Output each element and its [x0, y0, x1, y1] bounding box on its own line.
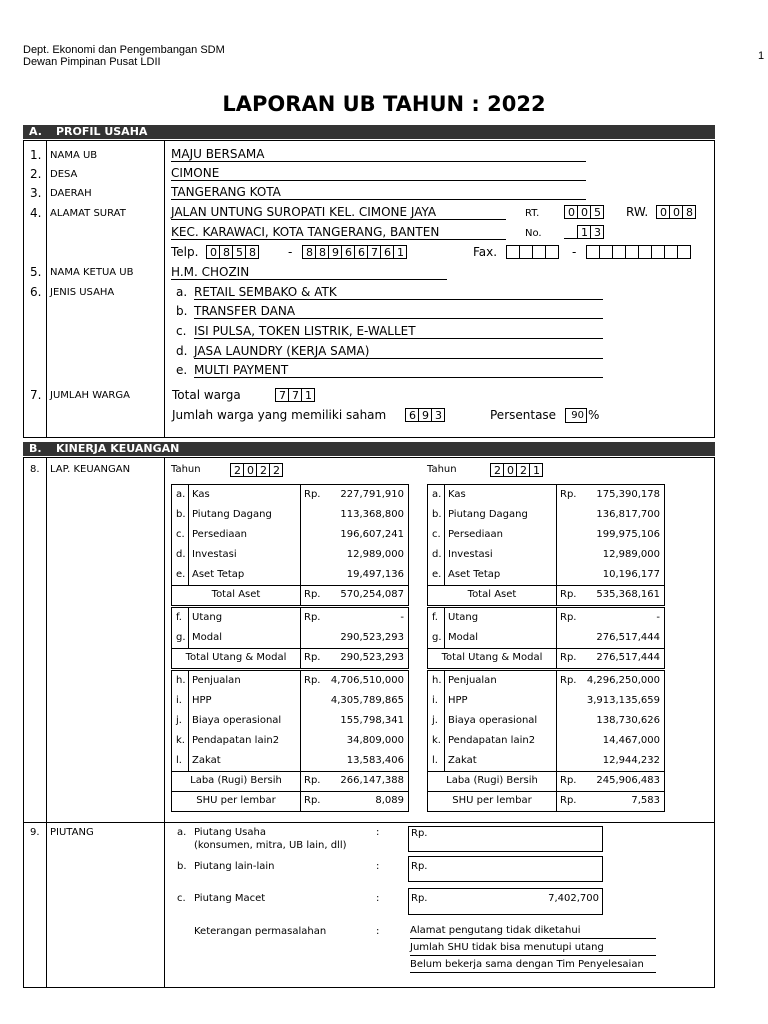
fin-row [172, 525, 408, 545]
row-6-number: 6. [30, 285, 42, 299]
telp-dash: - [288, 245, 293, 259]
fax-dash: - [572, 245, 577, 259]
section-b-name: KINERJA KEUANGAN [56, 442, 180, 455]
fin-row-letter: k. [176, 735, 185, 746]
fin-row-name: Persediaan [192, 529, 248, 540]
persentase-unit: % [588, 408, 600, 422]
fin-row-value: 13,583,406 [346, 755, 404, 766]
section-a-divider-2 [164, 140, 165, 438]
fin-row-value: 12,989,000 [346, 549, 404, 560]
year-digit: 0 [243, 463, 257, 477]
saham-digit [392, 408, 406, 422]
fin-row [172, 485, 408, 505]
fin-row-letter: a. [176, 489, 186, 500]
keterangan-label: Keterangan permasalahan [194, 926, 327, 937]
fin-row-letter: d. [176, 549, 186, 560]
alamat-line-1: JALAN UNTUNG SUROPATI KEL. CIMONE JAYA [171, 205, 506, 220]
fax-digit [651, 245, 665, 259]
ketua-value: H.M. CHOZIN [171, 265, 447, 280]
fin-row [172, 608, 408, 628]
no-digit: 1 [577, 225, 591, 239]
rt-digit: 0 [564, 205, 578, 219]
fin-row [428, 608, 664, 628]
piutang-usaha-label: Piutang Usaha [194, 827, 266, 838]
row-3-number: 3. [30, 186, 42, 200]
fax-digit [638, 245, 652, 259]
no-label: No. [525, 228, 542, 239]
fin-row-name: Persediaan [448, 529, 504, 540]
total-warga-label: Total warga [172, 388, 241, 402]
section-a-code: A. [29, 125, 42, 138]
desa-label: DESA [50, 169, 78, 180]
row-1-number: 1. [30, 148, 42, 162]
telp-part-1 [206, 245, 259, 259]
fin-total-name: Total Utang & Modal [441, 652, 543, 663]
fin-row [172, 545, 408, 565]
fin-total-value: 570,254,087 [340, 589, 404, 600]
fin-total-name: SHU per lembar [196, 795, 276, 806]
fin-total-row [172, 771, 408, 791]
fin-row-value: 10,196,177 [602, 569, 660, 580]
fin-total-value: 8,089 [375, 795, 404, 806]
daerah-label: DAERAH [50, 188, 92, 199]
fin-total-rp: Rp. [304, 652, 321, 663]
fin-row-letter: j. [432, 715, 438, 726]
fin-row [172, 711, 408, 731]
year-digit: 2 [269, 463, 283, 477]
fin-row [428, 671, 664, 691]
telp-digit: 6 [341, 245, 355, 259]
fin-row-name: Biaya operasional [448, 715, 538, 726]
fin-row-name: Aset Tetap [192, 569, 245, 580]
rt-digits [564, 205, 604, 219]
fin-row-name: Penjualan [192, 675, 241, 686]
fin-row-value: 138,730,626 [596, 715, 660, 726]
fin-row-value: 4,305,789,865 [330, 695, 404, 706]
fin-row-name: Kas [448, 489, 466, 500]
desa-value: CIMONE [171, 166, 586, 181]
saham-digit: 6 [405, 408, 419, 422]
saham-digit: 3 [431, 408, 445, 422]
persentase-label: Persentase [490, 408, 557, 422]
fin-row-name: Investasi [448, 549, 493, 560]
telp-digit: 8 [219, 245, 233, 259]
fin-row-value: 4,706,510,000 [330, 675, 404, 686]
fin-total-value: 276,517,444 [596, 652, 660, 663]
liabilities-table [427, 607, 665, 669]
fax-digit [586, 245, 600, 259]
fax-digit [612, 245, 626, 259]
fin-row-letter: c. [432, 529, 441, 540]
fin-row [428, 628, 664, 648]
fin-row-letter: l. [176, 755, 182, 766]
rp-label: Rp. [411, 828, 428, 839]
fax-digit [664, 245, 678, 259]
fin-row-rp: Rp. [304, 612, 321, 623]
fin-total-name: Total Aset [467, 589, 517, 600]
fin-row-letter: e. [432, 569, 442, 580]
fin-total-rp: Rp. [560, 652, 577, 663]
year-digits [230, 463, 283, 477]
row-5-number: 5. [30, 265, 42, 279]
fin-row-name: Utang [448, 612, 479, 623]
fin-row-value: 276,517,444 [596, 632, 660, 643]
fin-row-value: 199,975,106 [596, 529, 660, 540]
row-4-number: 4. [30, 206, 42, 220]
year-digit: 2 [516, 463, 530, 477]
telp-digit: 8 [302, 245, 316, 259]
row-8-number: 8. [30, 464, 40, 475]
fin-total-name: Total Aset [211, 589, 261, 600]
fin-row [428, 711, 664, 731]
fin-row [428, 525, 664, 545]
fin-row-value: 113,368,800 [340, 509, 404, 520]
fin-total-row [428, 648, 664, 668]
fin-row [172, 691, 408, 711]
jenis-label: JENIS USAHA [50, 287, 115, 298]
keterangan-line: Alamat pengutang tidak diketahui [410, 925, 656, 939]
fax-digit [625, 245, 639, 259]
fin-row-name: Zakat [448, 755, 477, 766]
fin-row-name: Investasi [192, 549, 237, 560]
fin-row-rp: Rp. [560, 612, 577, 623]
fin-row-letter: i. [176, 695, 182, 706]
fax-digit [599, 245, 613, 259]
fin-total-name: Total Utang & Modal [185, 652, 287, 663]
fin-row-letter: f. [176, 612, 182, 623]
no-digits [564, 225, 604, 239]
daerah-value: TANGERANG KOTA [171, 185, 586, 200]
fin-total-row [428, 791, 664, 811]
fin-row [428, 505, 664, 525]
fin-row-name: HPP [448, 695, 468, 706]
fin-row [428, 545, 664, 565]
fin-row-value: 19,497,136 [346, 569, 404, 580]
colon: : [376, 926, 380, 937]
fin-row-letter: d. [432, 549, 442, 560]
fin-row-rp: Rp. [560, 675, 577, 686]
fin-row [172, 671, 408, 691]
piutang-lain-label: Piutang lain-lain [194, 861, 275, 872]
fax-part-1 [506, 245, 559, 259]
jenis-letter: b. [176, 304, 188, 318]
page-number: 1 [758, 50, 765, 62]
piutang-label: PIUTANG [50, 827, 94, 838]
fin-row-letter: h. [432, 675, 442, 686]
jenis-item: RETAIL SEMBAKO & ATK [194, 285, 603, 300]
fin-row-letter: e. [176, 569, 186, 580]
piutang-usaha-letter: a. [177, 827, 187, 838]
warga-label: JUMLAH WARGA [50, 390, 130, 401]
fax-digit [519, 245, 533, 259]
section-a-bar [23, 125, 715, 139]
alamat-line-2: KEC. KARAWACI, KOTA TANGERANG, BANTEN [171, 225, 506, 240]
fin-row-letter: f. [432, 612, 438, 623]
fin-row-name: Utang [192, 612, 223, 623]
piutang-macet-value: 7,402,700 [548, 893, 599, 904]
fin-row-letter: b. [432, 509, 442, 520]
fin-row-letter: c. [176, 529, 185, 540]
colon: : [376, 893, 380, 904]
telp-digit: 5 [232, 245, 246, 259]
total-warga-digit: 7 [275, 388, 289, 402]
fin-total-value: 245,906,483 [596, 775, 660, 786]
fax-digit [677, 245, 691, 259]
fin-row [172, 628, 408, 648]
piutang-macet-label: Piutang Macet [194, 893, 266, 904]
fin-row-value: 12,944,232 [602, 755, 660, 766]
tahun-label: Tahun [427, 464, 457, 475]
fin-row [428, 751, 664, 771]
jenis-item: MULTI PAYMENT [194, 363, 603, 378]
fin-row-value: 34,809,000 [346, 735, 404, 746]
section-a-divider-1 [46, 140, 47, 438]
fin-total-value: 266,147,388 [340, 775, 404, 786]
fin-row-value: 3,913,135,659 [586, 695, 660, 706]
fin-total-value: 290,523,293 [340, 652, 404, 663]
fin-total-name: Laba (Rugi) Bersih [190, 775, 282, 786]
fin-row-value: - [400, 612, 404, 623]
fin-row-value: 14,467,000 [602, 735, 660, 746]
fin-row-letter: l. [432, 755, 438, 766]
fin-row-name: Penjualan [448, 675, 497, 686]
fin-row [428, 731, 664, 751]
section-b-divider-2 [164, 457, 165, 988]
telp-digit: 6 [354, 245, 368, 259]
jenis-letter: c. [176, 324, 187, 338]
fin-row [428, 691, 664, 711]
fin-row-name: Zakat [192, 755, 221, 766]
telp-digit: 6 [380, 245, 394, 259]
saham-label: Jumlah warga yang memiliki saham [172, 408, 387, 422]
year-digit: 2 [230, 463, 244, 477]
piutang-macet-letter: c. [177, 893, 186, 904]
rp-label: Rp. [411, 861, 428, 872]
total-warga-digits [262, 388, 315, 402]
fin-total-rp: Rp. [560, 775, 577, 786]
fin-row-letter: k. [432, 735, 441, 746]
assets-table [427, 484, 665, 606]
fax-digit [532, 245, 546, 259]
fin-row [172, 505, 408, 525]
fax-label: Fax. [473, 245, 498, 259]
fin-row-letter: a. [432, 489, 442, 500]
income-table [427, 670, 665, 812]
fin-row-letter: b. [176, 509, 186, 520]
fin-total-rp: Rp. [560, 589, 577, 600]
piutang-macet-field [408, 888, 603, 915]
income-table [171, 670, 409, 812]
fin-total-name: SHU per lembar [452, 795, 532, 806]
telp-digit: 8 [315, 245, 329, 259]
year-digit: 1 [529, 463, 543, 477]
fin-row-name: Kas [192, 489, 210, 500]
fin-row-value: - [656, 612, 660, 623]
rw-digit: 0 [656, 205, 670, 219]
jenis-letter: d. [176, 344, 188, 358]
piutang-usaha-field [408, 826, 603, 852]
rw-digit: 8 [682, 205, 696, 219]
year-digit: 0 [503, 463, 517, 477]
section-b-code: B. [29, 442, 42, 455]
jenis-item: TRANSFER DANA [194, 304, 603, 319]
fin-row-value: 290,523,293 [340, 632, 404, 643]
row-7-number: 7. [30, 388, 42, 402]
fin-row-name: Aset Tetap [448, 569, 501, 580]
alamat-label: ALAMAT SURAT [50, 208, 126, 219]
total-warga-digit: 7 [288, 388, 302, 402]
fin-row [172, 751, 408, 771]
fin-row-value: 12,989,000 [602, 549, 660, 560]
total-warga-digit [262, 388, 276, 402]
total-warga-digit: 1 [301, 388, 315, 402]
jenis-letter: a. [176, 285, 188, 299]
piutang-lain-letter: b. [177, 861, 187, 872]
fin-row-rp: Rp. [560, 489, 577, 500]
fin-total-row [428, 771, 664, 791]
fin-row-name: Biaya operasional [192, 715, 282, 726]
fin-row-name: Piutang Dagang [192, 509, 272, 520]
year-digit: 2 [490, 463, 504, 477]
telp-label: Telp. [171, 245, 199, 259]
jenis-item: JASA LAUNDRY (KERJA SAMA) [194, 344, 603, 359]
telp-part-2 [302, 245, 407, 259]
fin-row-letter: j. [176, 715, 182, 726]
section-b-divider-1 [46, 457, 47, 988]
fin-total-row [428, 585, 664, 605]
piutang-lain-field [408, 856, 603, 882]
section-a-name: PROFIL USAHA [56, 125, 148, 138]
rt-digit: 5 [590, 205, 604, 219]
lap-keuangan-label: LAP. KEUANGAN [50, 464, 131, 475]
fin-row-value: 227,791,910 [340, 489, 404, 500]
fin-total-value: 7,583 [631, 795, 660, 806]
saham-digit: 9 [418, 408, 432, 422]
telp-digit: 9 [328, 245, 342, 259]
fin-row [428, 485, 664, 505]
section-b-bar [23, 442, 715, 456]
colon: : [376, 861, 380, 872]
fin-total-rp: Rp. [304, 589, 321, 600]
year-digits [490, 463, 543, 477]
fin-row-letter: g. [432, 632, 442, 643]
fin-total-value: 535,368,161 [596, 589, 660, 600]
rp-label: Rp. [411, 893, 428, 904]
persentase-value: 90 [565, 408, 587, 423]
fin-row-rp: Rp. [304, 675, 321, 686]
assets-table [171, 484, 409, 606]
fin-row-value: 155,798,341 [340, 715, 404, 726]
nama-ub-value: MAJU BERSAMA [171, 147, 586, 162]
no-digit: 3 [590, 225, 604, 239]
fax-part-2 [586, 245, 691, 259]
fin-row-letter: g. [176, 632, 186, 643]
fin-total-rp: Rp. [560, 795, 577, 806]
fin-row-letter: h. [176, 675, 186, 686]
jenis-letter: e. [176, 363, 188, 377]
telp-digit: 8 [245, 245, 259, 259]
org-line-2: Dewan Pimpinan Pusat LDII [23, 56, 161, 68]
ketua-label: NAMA KETUA UB [50, 267, 134, 278]
tahun-label: Tahun [171, 464, 201, 475]
fin-total-row [172, 648, 408, 668]
row-2-number: 2. [30, 167, 42, 181]
row-9-number: 9. [30, 827, 40, 838]
telp-digit: 0 [206, 245, 220, 259]
colon: : [376, 827, 380, 838]
fax-digit [506, 245, 520, 259]
fin-row-name: Modal [448, 632, 478, 643]
org-line-1: Dept. Ekonomi dan Pengembangan SDM [23, 44, 225, 56]
rw-digit: 0 [669, 205, 683, 219]
fin-row-name: HPP [192, 695, 212, 706]
fin-total-row [172, 791, 408, 811]
section-b-row-divider [23, 822, 715, 823]
telp-digit: 7 [367, 245, 381, 259]
fin-row-value: 175,390,178 [596, 489, 660, 500]
fin-row-name: Modal [192, 632, 222, 643]
fin-total-rp: Rp. [304, 795, 321, 806]
fin-row-value: 136,817,700 [596, 509, 660, 520]
fin-row-name: Pendapatan lain2 [192, 735, 280, 746]
year-digit: 2 [256, 463, 270, 477]
fin-row-value: 4,296,250,000 [586, 675, 660, 686]
nama-ub-label: NAMA UB [50, 150, 98, 161]
fin-row [172, 565, 408, 585]
rt-digit: 0 [577, 205, 591, 219]
fin-total-name: Laba (Rugi) Bersih [446, 775, 538, 786]
saham-digits [392, 408, 445, 422]
fin-row-rp: Rp. [304, 489, 321, 500]
jenis-item: ISI PULSA, TOKEN LISTRIK, E-WALLET [194, 324, 603, 339]
fin-row-name: Pendapatan lain2 [448, 735, 536, 746]
fin-total-rp: Rp. [304, 775, 321, 786]
keterangan-line: Belum bekerja sama dengan Tim Penyelesaian [410, 959, 656, 973]
no-digit [564, 225, 578, 239]
liabilities-table [171, 607, 409, 669]
fin-row-letter: i. [432, 695, 438, 706]
fin-row [172, 731, 408, 751]
piutang-usaha-sub: (konsumen, mitra, UB lain, dll) [194, 840, 347, 851]
fax-digit [545, 245, 559, 259]
fin-row-value: 196,607,241 [340, 529, 404, 540]
page-title: LAPORAN UB TAHUN : 2022 [222, 92, 546, 116]
fin-row [428, 565, 664, 585]
telp-digit: 1 [393, 245, 407, 259]
rw-label: RW. [626, 205, 649, 219]
keterangan-line: Jumlah SHU tidak bisa menutupi utang [410, 942, 656, 956]
fin-row-name: Piutang Dagang [448, 509, 528, 520]
fin-total-row [172, 585, 408, 605]
rt-label: RT. [525, 208, 540, 219]
rw-digits [656, 205, 696, 219]
